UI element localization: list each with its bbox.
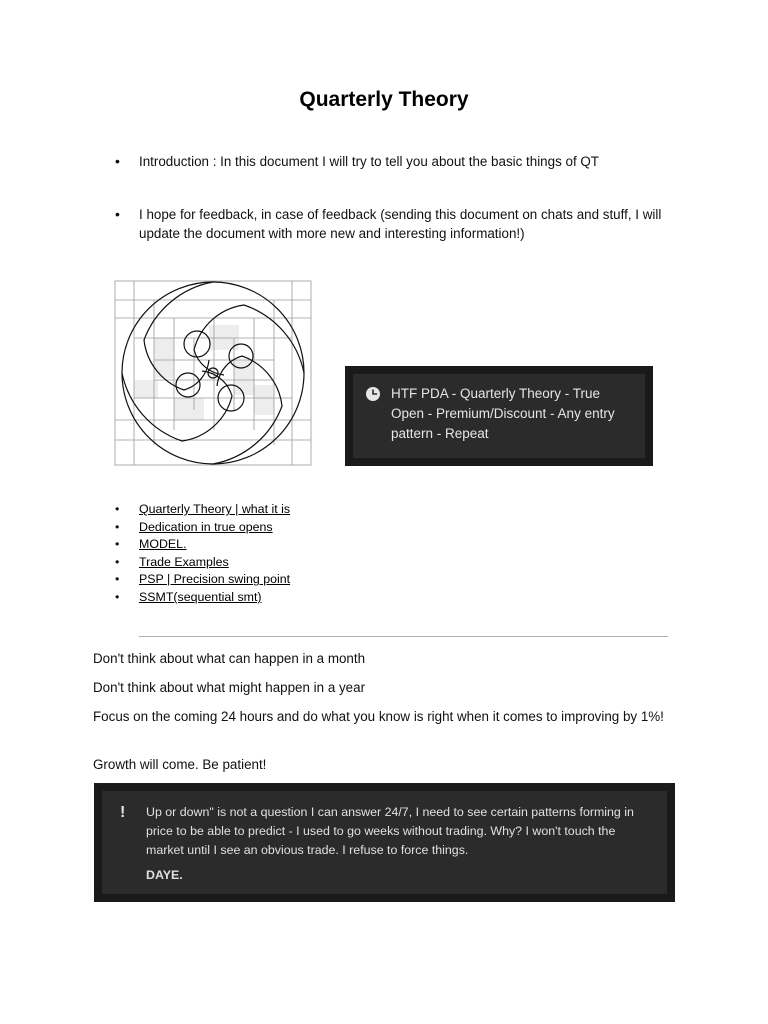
intro-item-feedback: • I hope for feedback, in case of feedback (sending this document on chats and stuff, I will update the document with more new and interesting information!) — [115, 205, 675, 243]
section-links-list — [115, 501, 290, 607]
quote-growth: Growth will come. Be patient! — [93, 757, 267, 772]
intro-item-introduction: • Introduction : In this document I will try to tell you about the basic things of QT — [115, 152, 675, 171]
daye-quote-text: Up or down" is not a question I can answer 24/7, I need to see certain patterns forming in price to be able to predict - I used to go weeks without trading. Why? I won't touch the market until I see an obvious trade. I refuse to force things. — [146, 805, 634, 857]
link-psp[interactable]: PSP | Precision swing point — [139, 572, 291, 587]
list-item — [115, 501, 290, 519]
link-dedication-true-opens[interactable]: Dedication in true opens — [139, 519, 273, 534]
pda-callout — [345, 366, 653, 466]
link-quarterly-theory[interactable]: Quarterly Theory | what it is — [139, 502, 291, 516]
quote-24-hours: Focus on the coming 24 hours and do what you know is right when it comes to improving by 1%! — [93, 709, 664, 724]
list-item — [115, 554, 290, 572]
horizontal-divider — [139, 636, 668, 637]
list-item — [115, 571, 290, 589]
quote-month: Don't think about what can happen in a month — [93, 651, 366, 666]
golden-spiral-figure — [114, 280, 312, 466]
exclamation-icon: ! — [120, 804, 126, 821]
list-item — [115, 536, 290, 554]
list-item — [115, 519, 290, 537]
daye-quote-callout — [94, 783, 675, 902]
quote-year: Don't think about what might happen in a year — [93, 680, 366, 695]
clock-icon — [365, 386, 381, 402]
link-trade-examples[interactable]: Trade Examples — [139, 554, 229, 569]
link-model[interactable]: MODEL. — [139, 537, 187, 552]
pda-callout-text: HTF PDA - Quarterly Theory - True Open - Premium/Discount - Any entry pattern - Repeat — [391, 386, 615, 441]
document-title: Quarterly Theory — [299, 88, 469, 111]
intro-list — [115, 152, 675, 243]
daye-signature: DAYE. — [146, 868, 183, 882]
list-item — [115, 589, 290, 607]
link-ssmt[interactable]: SSMT(sequential smt) — [139, 589, 262, 604]
